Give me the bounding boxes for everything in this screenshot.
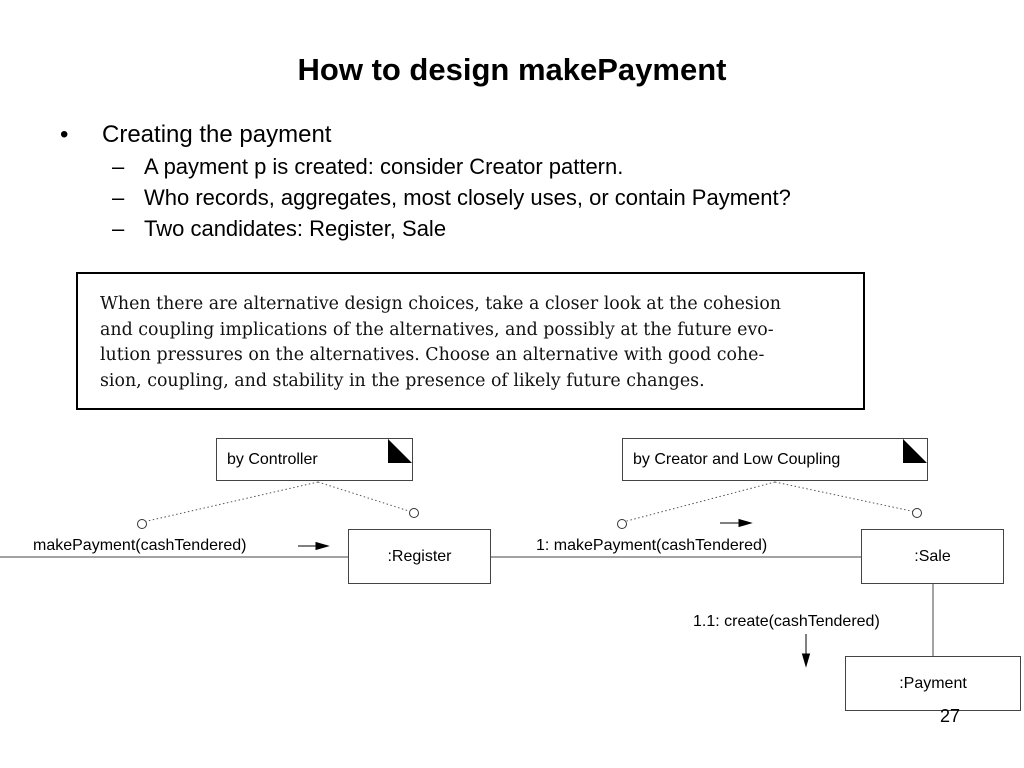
arrow-head-icon (316, 543, 328, 550)
note-connector-right (318, 482, 412, 512)
note-label: by Creator and Low Coupling (633, 451, 841, 468)
note-connector-left (143, 482, 318, 522)
object-label: :Payment (899, 674, 967, 692)
payment-object (845, 656, 1021, 711)
note-connector-right (775, 482, 916, 512)
sale-object (861, 529, 1004, 584)
sub-bullet-text: A payment p is created: consider Creator pattern. (144, 154, 624, 179)
bullet-marker: • (60, 121, 69, 148)
message-label: makePayment(cashTendered) (33, 537, 247, 554)
object-label: :Sale (914, 547, 951, 565)
object-label: :Register (387, 547, 452, 565)
dash-marker: – (112, 216, 125, 241)
dash-marker: – (112, 185, 125, 210)
anchor-circle (618, 520, 627, 529)
sub-bullet-text: Who records, aggregates, most closely uses, or contain Payment? (144, 185, 791, 210)
page-number: 27 (940, 706, 961, 726)
quote-line: sion, coupling, and stability in the presence of likely future changes. (100, 370, 705, 391)
bullet-main-text: Creating the payment (102, 121, 332, 148)
slide-title: How to design makePayment (297, 52, 727, 87)
quote-line: lution pressures on the alternatives. Choose an alternative with good cohe- (100, 345, 765, 366)
note-connector-left (623, 482, 775, 522)
note-fold-icon (388, 439, 412, 463)
note-label: by Controller (227, 451, 318, 468)
quote-line: and coupling implications of the alternatives, and possibly at the future evo- (100, 319, 774, 340)
note-by-controller (216, 438, 413, 481)
anchor-circle (138, 520, 147, 529)
note-fold-icon (903, 439, 927, 463)
note-by-creator (622, 438, 928, 481)
arrow-head-icon (739, 520, 751, 527)
dash-marker: – (112, 154, 125, 179)
arrow-head-icon (803, 654, 810, 666)
anchor-circle (410, 509, 419, 518)
quote-line: When there are alternative design choices, take a closer look at the cohesion (100, 294, 782, 314)
message-label: 1.1: create(cashTendered) (693, 613, 880, 630)
sub-bullet-text: Two candidates: Register, Sale (144, 216, 447, 241)
anchor-circle (913, 509, 922, 518)
register-object (348, 529, 491, 584)
message-label: 1: makePayment(cashTendered) (536, 537, 768, 554)
